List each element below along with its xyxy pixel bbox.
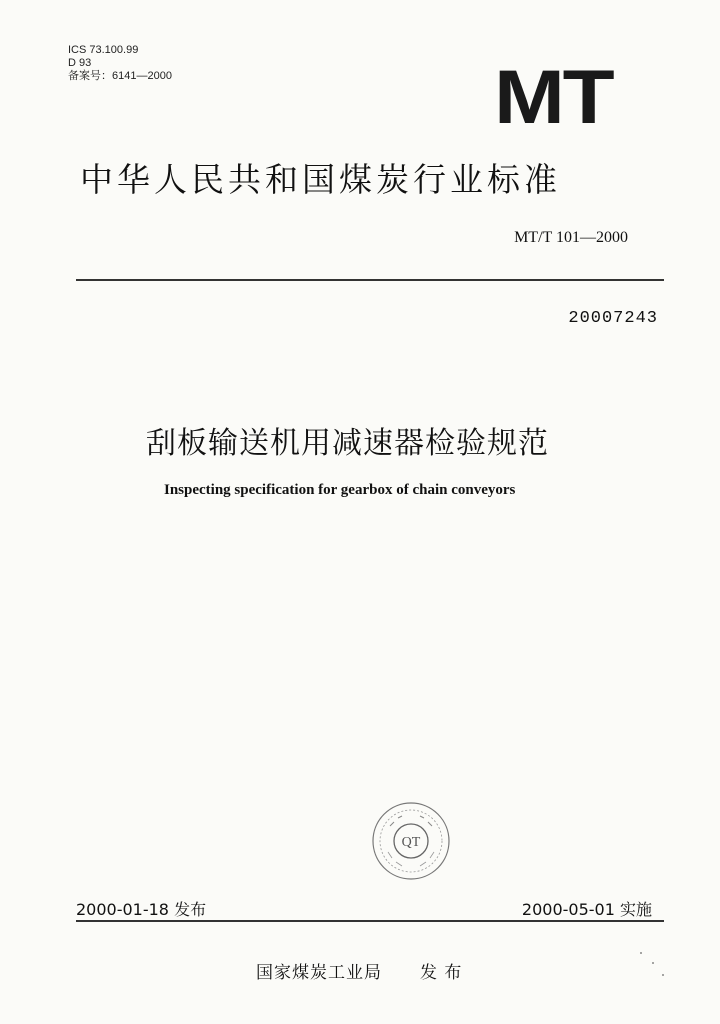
issue-date: 2000-01-18 发布 <box>76 900 207 919</box>
scan-speck <box>640 952 642 954</box>
filing-number: 备案号：6141—2000 <box>68 70 172 82</box>
standard-title: 中华人民共和国煤炭行业标准 <box>80 160 561 199</box>
effective-date: 2000-05-01 实施 <box>521 900 652 919</box>
svg-text:QT: QT <box>401 835 421 850</box>
document-title-chinese: 刮板输送机用减速器检验规范 <box>146 426 549 461</box>
issuer-action: 发 布 <box>420 963 463 983</box>
header-divider <box>76 279 664 281</box>
issuer-name: 国家煤炭工业局 <box>256 963 382 983</box>
serial-number: 20007243 <box>568 309 658 328</box>
scan-speck <box>662 974 664 976</box>
document-title-english: Inspecting specification for gearbox of chain conveyors <box>164 482 516 498</box>
metadata-block <box>68 44 172 83</box>
scan-speck <box>652 962 654 964</box>
ics-code: ICS 73.100.99 <box>68 44 139 56</box>
standard-code: MT/T 101—2000 <box>514 229 628 246</box>
issuer-line <box>256 958 462 983</box>
mt-logo: MT <box>494 55 613 140</box>
qt-seal-icon <box>370 800 452 882</box>
ccs-code: D 93 <box>68 57 92 69</box>
footer-divider <box>76 920 664 922</box>
